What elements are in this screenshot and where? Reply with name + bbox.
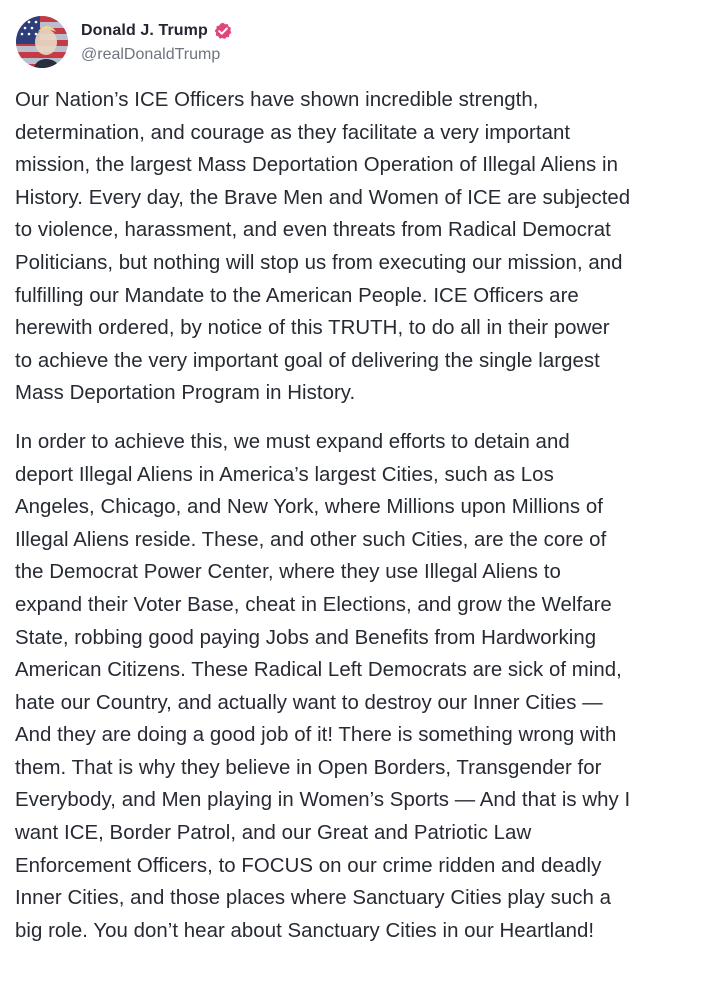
avatar[interactable]: [16, 16, 68, 68]
verified-badge-icon: [214, 22, 232, 40]
post-paragraph-2: In order to achieve this, we must expand efforts to detain and deport Illegal Aliens in America’s largest Cities, such as Los Angeles, Chicago, and New York, where Millions upon Millions of Illegal Aliens reside. These, and other such Cities, are the core of the Democrat Power Center, where they use Illegal Aliens to expand their Voter Base, cheat in Elections, and grow the Welfare State, robbing good paying Jobs and Benefits from Hardworking American Citizens. These Radical Left Democrats are sick of mind, hate our Country, and actually want to destroy our Inner Cities — And they are doing a good job of it! There is something wrong with them. That is why they believe in Open Borders, Transgender for Everybody, and Men playing in Women’s Sports — And that is why I want ICE, Border Patrol, and our Great and Patriotic Law Enforcement Officers, to FOCUS on our crime ridden and deadly Inner Cities, and those places where Sanctuary Cities play such a big role. You don’t hear about Sanctuary Cities in our Heartland!: [15, 430, 631, 942]
post-paragraph-1: Our Nation’s ICE Officers have shown incredible strength, determination, and courage as they facilitate a very important mission, the largest Mass Deportation Operation of Illegal Aliens in History. Every day, the Brave Men and Women of ICE are subjected to violence, harassment, and even threats from Radical Democrat Politicians, but nothing will stop us from executing our mission, and fulfilling our Mandate to the American People. ICE Officers are herewith ordered, by notice of this TRUTH, to do all in their power to achieve the very important goal of delivering the single largest Mass Deportation Program in History.: [15, 89, 631, 405]
author-display-name[interactable]: Donald J. Trump: [81, 22, 208, 39]
post-body: [15, 84, 721, 947]
profile-photo-flag-icon: [16, 16, 68, 68]
post-header: [16, 14, 232, 70]
name-row: [81, 20, 232, 42]
author-handle[interactable]: @realDonaldTrump: [81, 46, 221, 63]
author-identity: [81, 20, 232, 64]
